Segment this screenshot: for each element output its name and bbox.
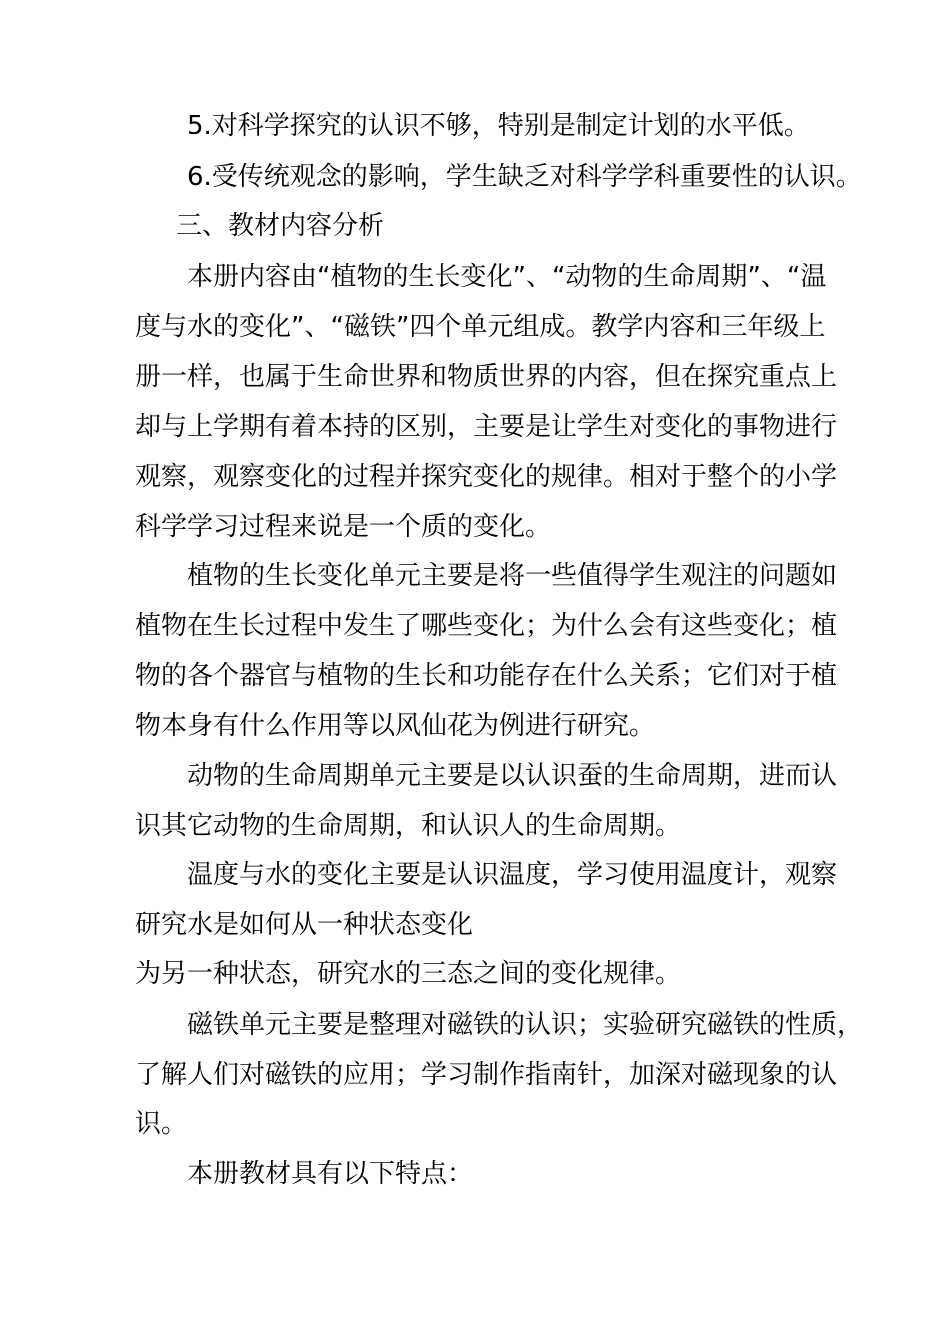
- paragraph-3-line-1: 动物的生命周期单元主要是以认识蚕的生命周期，进而认: [187, 761, 838, 791]
- paragraph-1-line-6: 科学学习过程来说是一个质的变化。: [135, 512, 552, 542]
- paragraph-1-line-3: 册一样，也属于生命世界和物质世界的内容，但在探究重点上: [135, 362, 838, 392]
- paragraph-5-line-1: 磁铁单元主要是整理对磁铁的认识；实验研究磁铁的性质，: [187, 1010, 864, 1040]
- paragraph-1-line-5: 观察，观察变化的过程并探究变化的规律。相对于整个的小学: [135, 462, 838, 492]
- paragraph-2-line-4: 物本身有什么作用等以风仙花为例进行研究。: [135, 711, 656, 741]
- paragraph-5-line-2: 了解人们对磁铁的应用；学习制作指南针，加深对磁现象的认: [135, 1060, 838, 1090]
- list-item-6: 6.受传统观念的影响，学生缺乏对科学学科重要性的认识。: [187, 162, 862, 192]
- paragraph-4-line-2: 研究水是如何从一种状态变化: [135, 910, 474, 940]
- paragraph-1-line-4: 却与上学期有着本持的区别，主要是让学生对变化的事物进行: [135, 412, 838, 442]
- paragraph-4-line-3: 为另一种状态，研究水的三态之间的变化规律。: [135, 959, 682, 989]
- paragraph-6-line-1: 本册教材具有以下特点：: [187, 1159, 474, 1189]
- paragraph-1-line-2: 度与水的变化”、“磁铁”四个单元组成。教学内容和三年级上: [135, 312, 826, 342]
- paragraph-4-line-1: 温度与水的变化主要是认识温度，学习使用温度计，观察: [187, 860, 838, 890]
- paragraph-2-line-2: 植物在生长过程中发生了哪些变化；为什么会有这些变化；植: [135, 611, 838, 641]
- paragraph-1-line-1: 本册内容由“植物的生长变化”、“动物的生命周期”、“温: [187, 262, 827, 292]
- paragraph-2-line-3: 物的各个器官与植物的生长和功能存在什么关系；它们对于植: [135, 661, 838, 691]
- section-heading: 三、教材内容分析: [176, 211, 385, 241]
- paragraph-2-line-1: 植物的生长变化单元主要是将一些值得学生观注的问题如: [187, 561, 838, 591]
- paragraph-5-line-3: 识。: [135, 1109, 188, 1139]
- paragraph-3-line-2: 识其它动物的生命周期，和认识人的生命周期。: [135, 811, 682, 841]
- list-item-5: 5.对科学探究的认识不够，特别是制定计划的水平低。: [187, 111, 810, 141]
